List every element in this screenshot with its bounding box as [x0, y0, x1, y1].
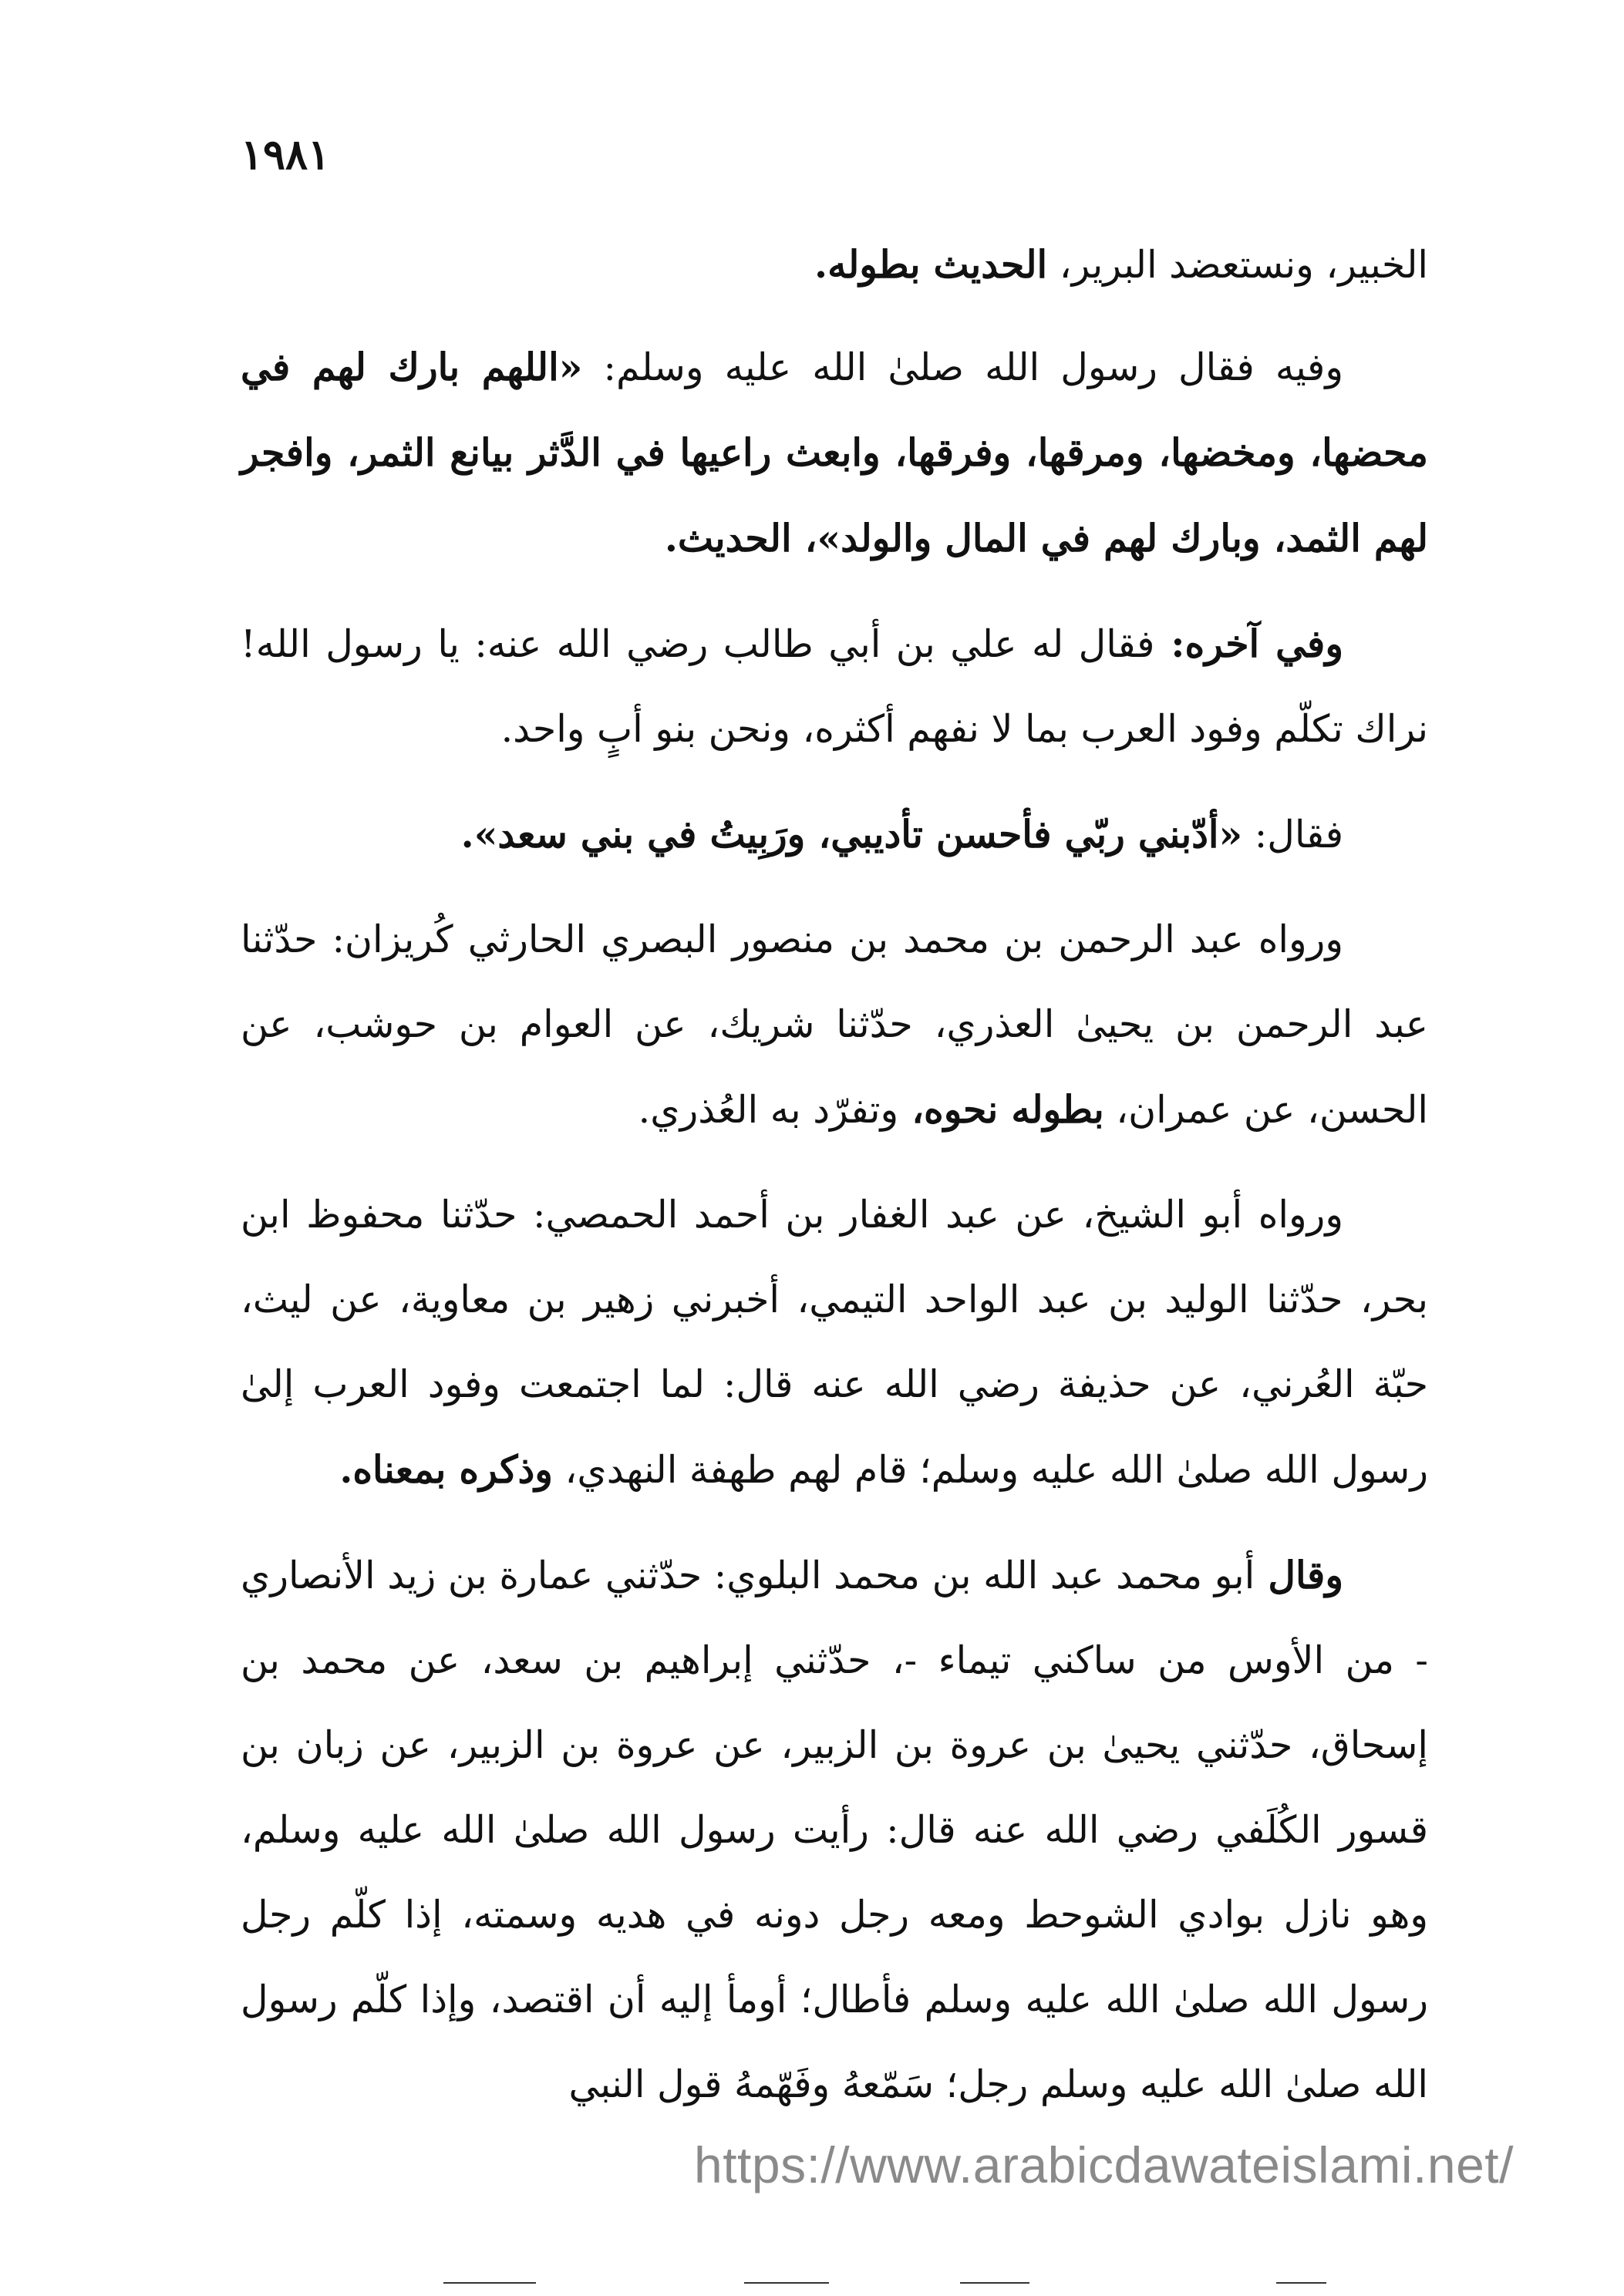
bottom-rule-3	[960, 2282, 1029, 2284]
paragraph-5-end: وتفرّد به العُذري.	[638, 1088, 899, 1132]
paragraph-6	[241, 1173, 1428, 1513]
paragraph-2	[241, 325, 1428, 581]
paragraph-3	[241, 601, 1428, 772]
paragraph-3-lead: وفي آخره:	[1154, 621, 1343, 666]
paragraph-7-lead: وقال	[1255, 1553, 1343, 1597]
paragraph-4-lead: فقال:	[1242, 813, 1343, 857]
paragraph-4	[241, 792, 1428, 877]
footer-url: https://www.arabicdawateislami.net/	[694, 2136, 1514, 2193]
paragraph-3-text: فقال له علي بن أبي طالب رضي الله عنه: يا رسول الله! نراك تكلّم وفود العرب بما لا نفهم أكثره، ونحن بنو أبٍ واحد.	[241, 622, 1428, 751]
bottom-rule-4	[1276, 2282, 1326, 2284]
bottom-rule-2	[744, 2282, 829, 2284]
paragraph-6-bold: وذكره بمعناه.	[339, 1447, 553, 1492]
paragraph-1-text: الخبير، ونستعضد البرير،	[1047, 243, 1428, 287]
paragraph-6-text: ورواه أبو الشيخ، عن عبد الغفار بن أحمد الحمصي: حدّثنا محفوظ ابن بحر، حدّثنا الوليد بن عبد الواحد التيمي، أخبرني زهير بن معاوية، عن ليث، حبّة العُرني، عن حذيفة رضي الله عنه قال: لما اجتمعت وفود العرب إلىٰ رسول الله صلىٰ الله عليه وسلم؛ قام لهم طهفة النهدي،	[241, 1193, 1428, 1492]
paragraph-7	[241, 1533, 1428, 2127]
paragraph-5-text: ورواه عبد الرحمن بن محمد بن منصور البصري الحارثي كُريزان: حدّثنا عبد الرحمن بن يحيىٰ العذري، حدّثنا شريك، عن العوام بن حوشب، عن الحسن، عن عمران،	[241, 917, 1428, 1132]
paragraph-5	[241, 897, 1428, 1153]
paragraph-1-bold: الحديث بطوله.	[814, 242, 1048, 287]
paragraph-4-quote: «أدّبني ربّي فأحسن تأديبي، ورَبِيتُ في بني سعد».	[460, 812, 1243, 857]
paragraph-7-text: أبو محمد عبد الله بن محمد البلوي: حدّثني عمارة بن زيد الأنصاري - من الأوس من ساكني تيماء -، حدّثني إبراهيم بن سعد، عن محمد بن إسحاق، حدّثني يحيىٰ بن عروة بن الزبير، عن عروة بن الزبير، عن زبان بن قسور الكُلَفي رضي الله عنه قال: رأيت رسول الله صلىٰ الله عليه وسلم، وهو نازل بوادي الشوحط ومعه رجل دونه في هديه وسمته، إذا كلّم رجل رسول الله صلىٰ الله عليه وسلم فأطال؛ أومأ إليه أن اقتصد، وإذا كلّم رسول الله صلىٰ الله عليه وسلم رجل؛ سَمّعهُ وفَهّمهُ قول النبي	[241, 1554, 1428, 2106]
paragraph-5-bold: بطوله نحوه،	[898, 1087, 1104, 1132]
paragraph-2-text: وفيه فقال رسول الله صلىٰ الله عليه وسلم:	[582, 345, 1343, 389]
paragraph-2-quote: «اللهم بارك لهم في محضها، ومخضها، ومرقها، وفرقها، وابعث راعيها في الدَّثر بيانع الثمر، وافجر لهم الثمد، وبارك لهم في المال والولد»، الحديث.	[241, 345, 1428, 561]
page-number: ١٩٨١	[241, 130, 331, 179]
text-body	[241, 222, 1428, 2147]
bottom-rule-1	[443, 2282, 536, 2284]
paragraph-1	[241, 222, 1428, 308]
